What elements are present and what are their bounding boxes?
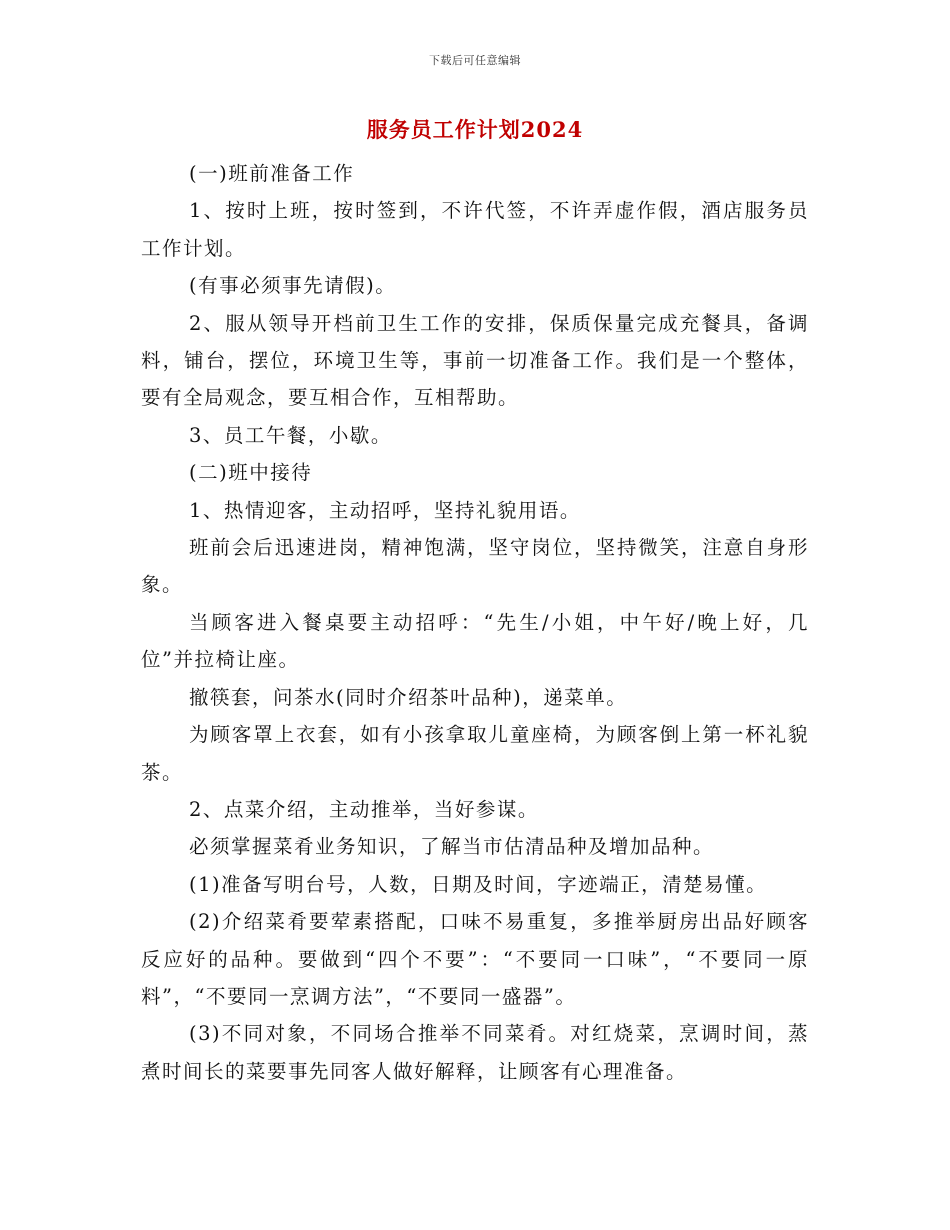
document-body: [141, 155, 809, 1090]
paragraph: 必须掌握菜肴业务知识，了解当市估清品种及增加品种。: [189, 835, 715, 859]
paragraph: 2、服从领导开档前卫生工作的安排，保质保量完成充餐具，备调料，铺台，摆位，环境卫生等，事前一切准备工作。我们是一个整体，要有全局观念，要互相合作，互相帮助。: [141, 311, 809, 410]
paragraph: 当顾客进入餐桌要主动招呼：“先生/小姐，中午好/晚上好，几位”并拉椅让座。: [141, 610, 809, 672]
paragraph: 为顾客罩上衣套，如有小孩拿取儿童座椅，为顾客倒上第一杯礼貌茶。: [141, 723, 809, 784]
paragraph: (1)准备写明台号，人数，日期及时间，字迹端正，清楚易懂。: [189, 872, 768, 896]
paragraph: 1、热情迎客，主动招呼，坚持礼貌用语。: [189, 498, 581, 522]
paragraph: (有事必须事先请假)。: [189, 274, 397, 298]
paragraph: 3、员工午餐，小歇。: [189, 423, 392, 447]
paragraph: (3)不同对象，不同场合推举不同菜肴。对红烧菜，烹调时间，蒸煮时间长的菜要事先同客人做好解释，让顾客有心理准备。: [141, 1022, 809, 1083]
paragraph: 1、按时上班，按时签到，不许代签，不许弄虚作假，酒店服务员工作计划。: [141, 199, 809, 260]
paragraph: (一)班前准备工作: [189, 162, 355, 185]
document-title: 服务员工作计划2024: [366, 117, 584, 142]
paragraph: 2、点菜介绍，主动推举，当好参谋。: [189, 797, 539, 821]
paragraph: (2)介绍菜肴要荤素搭配，口味不易重复，多推举厨房出品好顾客反应好的品种。要做到“四个不要”：“不要同一口味”，“不要同一原料”，“不要同一烹调方法”，“不要同一盛器”。: [141, 910, 809, 1008]
paragraph: 班前会后迅速进岗，精神饱满，坚守岗位，坚持微笑，注意自身形象。: [141, 536, 809, 597]
header-note: 下载后可任意编辑: [429, 54, 521, 67]
paragraph: 撤筷套，问茶水(同时介绍茶叶品种)，递菜单。: [189, 685, 628, 709]
paragraph: (二)班中接待: [189, 461, 313, 485]
